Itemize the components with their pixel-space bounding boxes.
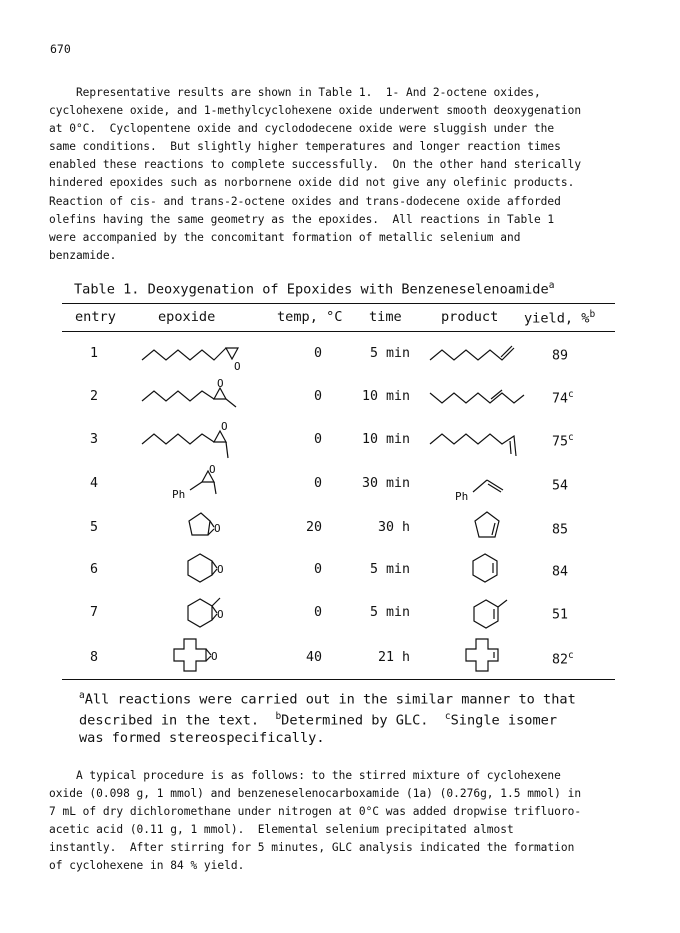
phenyl-label: Ph	[172, 488, 186, 501]
time-value: 5 min	[369, 562, 410, 577]
yield-value	[552, 650, 574, 667]
header-product: product	[441, 309, 499, 325]
footnote-a-text-cont: described in the text.	[79, 712, 260, 729]
footnote-c-text: Single isomer	[450, 712, 558, 729]
yield-number: 82	[552, 652, 569, 668]
yield-value	[552, 476, 568, 493]
oxygen-label: O	[217, 377, 224, 390]
epoxide-structure-6	[182, 550, 242, 590]
temp-value: 0	[313, 476, 322, 491]
temp-value: 20	[305, 520, 322, 535]
product-structure-7	[470, 590, 520, 632]
temp-value: 0	[313, 562, 322, 577]
time-value: 10 min	[361, 432, 410, 447]
temp-value: 0	[313, 346, 322, 361]
text-line: benzamide.	[49, 248, 117, 262]
footnote-b-text: Determined by GLC.	[281, 712, 429, 729]
yield-number: 89	[552, 348, 569, 364]
oxygen-label: O	[217, 608, 224, 621]
text-line: hindered epoxides such as norbornene oxide did not give any olefinic products.	[49, 176, 575, 190]
text-line: olefins having the same geometry as the epoxides. All reactions in Table 1	[49, 212, 555, 226]
header-time: time	[369, 309, 402, 325]
text-line: enabled these reactions to complete successfully. On the other hand sterically	[49, 158, 582, 172]
yield-value	[552, 432, 574, 449]
text-line: at 0°C. Cyclopentene oxide and cyclododecene oxide were sluggish under the	[49, 122, 555, 136]
page-number: 670	[50, 42, 71, 56]
header-yield-text: yield, %	[524, 310, 590, 327]
time-value: 5 min	[369, 346, 410, 361]
epoxide-structure-8	[170, 635, 246, 677]
yield-number: 75	[552, 434, 569, 450]
header-entry: entry	[75, 309, 116, 325]
table-header-rule	[62, 331, 615, 332]
yield-number: 54	[552, 478, 569, 494]
time-value: 21 h	[377, 650, 410, 665]
product-structure-6	[468, 550, 508, 590]
oxygen-label: O	[217, 563, 224, 576]
temp-value: 0	[313, 389, 322, 404]
footnote-a-text: All reactions were carried out in the similar manner to that	[84, 691, 576, 708]
footnote-b-mark: b	[275, 711, 282, 722]
entry-number: 7	[89, 605, 98, 620]
epoxide-structure-3	[140, 420, 250, 468]
oxygen-label: O	[209, 463, 216, 476]
entry-number: 8	[89, 650, 98, 665]
time-value: 10 min	[361, 389, 410, 404]
product-structure-8	[462, 635, 512, 677]
table-footnote-line-3: was formed stereospecifically.	[79, 730, 325, 746]
epoxide-structure-4	[170, 463, 250, 506]
yield-footnote-mark: c	[568, 389, 574, 400]
yield-footnote-mark: c	[568, 432, 574, 443]
phenyl-label: Ph	[455, 490, 469, 503]
oxygen-label: O	[211, 650, 218, 663]
epoxide-structure-1	[140, 336, 250, 372]
caption-text: Table 1. Deoxygenation of Epoxides with Benzeneselenoamide	[74, 281, 549, 298]
header-yield-mark: b	[589, 309, 596, 320]
entry-number: 2	[89, 389, 98, 404]
product-structure-3	[428, 422, 528, 466]
intro-paragraph	[49, 84, 629, 265]
text-line: A typical procedure is as follows: to the stirred mixture of cyclohexene	[49, 769, 561, 782]
temp-value: 0	[313, 432, 322, 447]
product-structure-5	[471, 507, 511, 543]
text-line: Reaction of cis- and trans-2-octene oxides and trans-dodecene oxide afforded	[49, 194, 561, 208]
yield-value	[552, 605, 568, 622]
time-value: 30 h	[377, 520, 410, 535]
yield-value	[552, 389, 574, 406]
text-line: instantly. After stirring for 5 minutes, GLC analysis indicated the formation	[49, 841, 575, 855]
yield-value	[552, 346, 568, 363]
yield-number: 74	[552, 391, 569, 407]
entry-number: 6	[89, 562, 98, 577]
header-temp: temp, °C	[277, 309, 343, 325]
procedure-paragraph	[49, 767, 629, 876]
caption-footnote-mark: a	[548, 280, 555, 291]
text-line: were accompanied by the concomitant formation of metallic selenium and	[49, 230, 521, 244]
table-top-rule	[62, 303, 615, 304]
text-line: of cyclohexene in 84 % yield.	[49, 859, 245, 873]
yield-footnote-mark: c	[568, 650, 574, 661]
text-line: same conditions. But slightly higher temperatures and longer reaction times	[49, 140, 561, 154]
table-caption	[74, 280, 554, 298]
yield-number: 85	[552, 522, 569, 538]
epoxide-structure-7	[182, 589, 242, 631]
entry-number: 5	[89, 520, 98, 535]
oxygen-label: O	[234, 360, 241, 373]
yield-number: 84	[552, 564, 569, 580]
entry-number: 1	[89, 346, 98, 361]
epoxide-structure-2	[140, 377, 250, 413]
product-structure-4	[453, 470, 523, 506]
entry-number: 4	[89, 476, 98, 491]
time-value: 30 min	[361, 476, 410, 491]
entry-number: 3	[89, 432, 98, 447]
yield-value	[552, 520, 568, 537]
time-value: 5 min	[369, 605, 410, 620]
header-epoxide: epoxide	[158, 309, 216, 325]
epoxide-structure-5	[180, 507, 240, 543]
text-line: Representative results are shown in Table 1. 1- And 2-octene oxides,	[49, 86, 541, 99]
text-line: 7 mL of dry dichloromethane under nitrogen at 0°C was added dropwise trifluoro-	[49, 805, 582, 819]
oxygen-label: O	[214, 522, 221, 535]
temp-value: 0	[313, 605, 322, 620]
text-line: acetic acid (0.11 g, 1 mmol). Elemental selenium precipitated almost	[49, 823, 514, 837]
footnote-a-mark: a	[79, 690, 85, 701]
yield-number: 51	[552, 607, 569, 623]
product-structure-1	[428, 338, 528, 368]
product-structure-2	[428, 381, 528, 411]
table-bottom-rule	[62, 679, 615, 680]
footnote-c-mark: c	[444, 711, 451, 722]
text-line: oxide (0.098 g, 1 mmol) and benzeneselenocarboxamide (1a) (0.276g, 1.5 mmol) in	[49, 787, 582, 801]
text-line: cyclohexene oxide, and 1-methylcyclohexene oxide underwent smooth deoxygenation	[49, 104, 582, 118]
yield-value	[552, 562, 568, 579]
header-yield	[524, 309, 595, 327]
temp-value: 40	[305, 650, 322, 665]
oxygen-label: O	[221, 420, 228, 433]
